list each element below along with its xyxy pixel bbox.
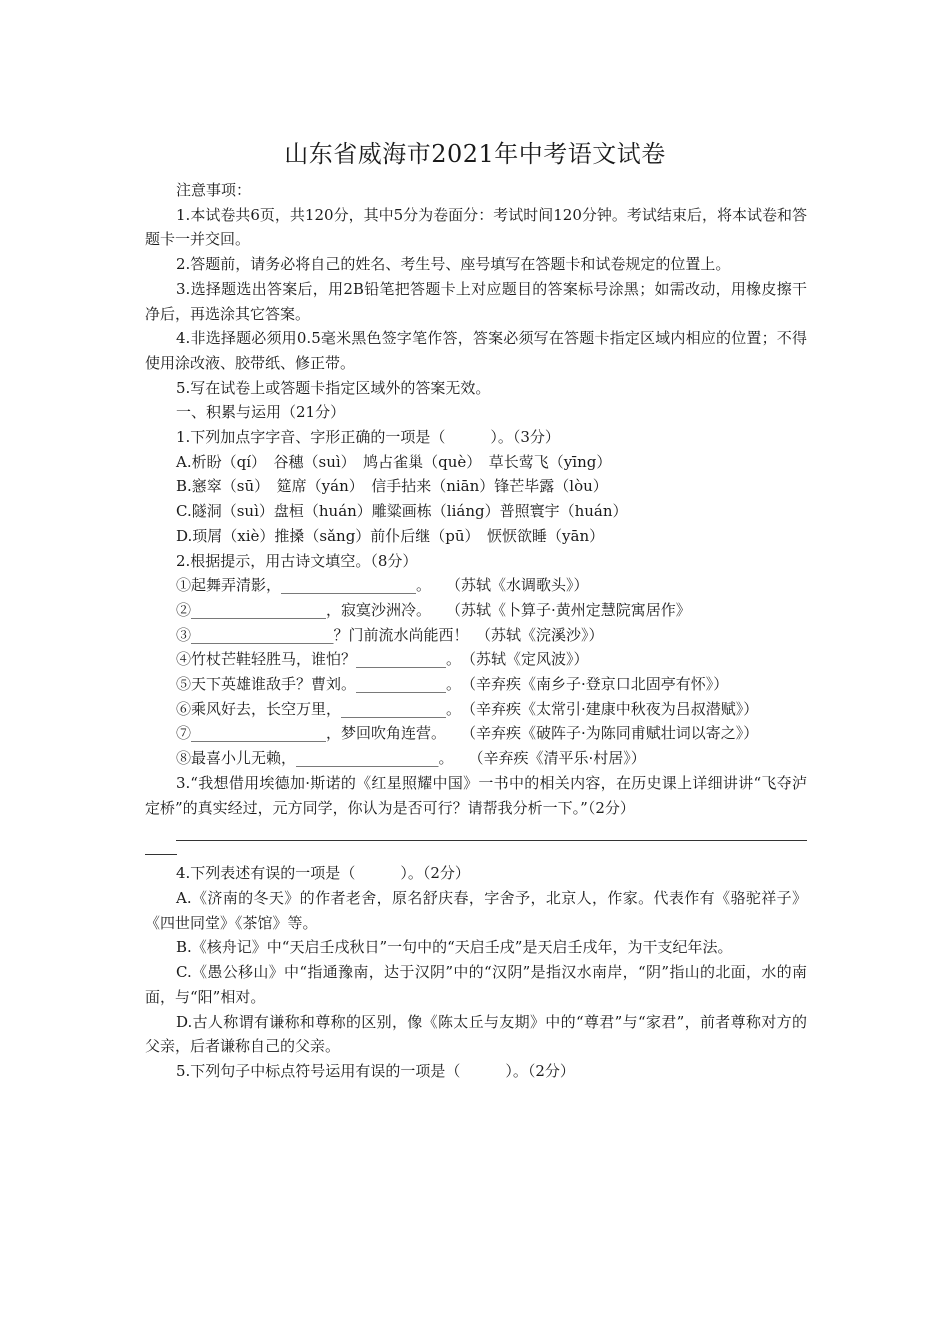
question-1-option-b: B.窸窣（sū） 筵席（yán） 信手拈来（niān）锋芒毕露（lòu） [176,477,608,496]
notice-item-5: 5.写在试卷上或答题卡指定区域外的答案无效。 [176,378,491,397]
poem-fill-4: ④竹杖芒鞋轻胜马，谁怕？____________。 （苏轼《定风波》） [176,650,589,669]
question-1-option-d: D.顼屑（xiè）推搡（sǎng）前仆后继（pū） 恹恹欲睡（yān） [176,526,605,545]
question-5-stem: 5.下列句子中标点符号运用有误的一项是（ ）。（2分） [176,1061,575,1080]
question-2-stem: 2.根据提示，用古诗文填空。（8分） [176,551,418,570]
question-4-option-c: C.《愚公移山》中“指通豫南，达于汉阴”中的“汉阴”是指汉水南岸，“阴”指山的北面，水的南面，与“阳”相对。 [145,963,807,1006]
question-1-option-c: C.隧洞（suì）盘桓（huán）雕粱画栋（liáng）普照寰宇（huán） [176,502,628,521]
question-1-stem: 1.下列加点字字音、字形正确的一项是（ ）。（3分） [176,428,560,447]
exam-content [145,178,807,1084]
poem-fill-5: ⑤天下英雄谁敌手？曹刘。____________。 （辛弃疾《南乡子·登京口北固亭有怀》） [176,675,729,694]
question-3-stem: 3.“我想借用埃德加·斯诺的《红星照耀中国》一书中的相关内容，在历史课上详细讲讲“飞夺泸定桥”的真实经过，元方同学，你认为是否可行？请帮我分析一下。”（2分） [145,773,807,817]
answer-line-tail [145,841,177,855]
notice-item-2: 2.答题前，请务必将自己的姓名、考生号、座号填写在答题卡和试卷规定的位置上。 [176,255,731,274]
poem-fill-1: ①起舞弄清影，__________________。 （苏轼《水调歌头》） [176,576,589,595]
notice-item-4: 4.非选择题必须用0.5毫米黑色签字笔作答，答案必须写在答题卡指定区域内相应的位置；不得使用涂改液、胶带纸、修正带。 [145,329,807,372]
poem-fill-8: ⑧最喜小儿无赖，___________________。 （辛弃疾《清平乐·村居》） [176,749,646,768]
notice-item-1: 1.本试卷共6页，共120分，其中5分为卷面分：考试时间120分钟。考试结束后，将本试卷和答题卡一并交回。 [145,205,807,249]
notice-item-3: 3.选择题选出答案后，用2B铅笔把答题卡上对应题目的答案标号涂黑；如需改动，用橡皮擦干净后，再选涂其它答案。 [145,279,807,323]
question-1-option-a: A.析盼（qí） 谷穗（suì） 鸠占雀巢（què） 草长莺飞（yīng） [176,452,612,471]
answer-line [176,820,807,841]
poem-fill-7: ⑦__________________，梦回吹角连营。 （辛弃疾《破阵子·为陈同甫赋壮词以寄之》） [176,724,759,743]
poem-fill-2: ②__________________，寂寞沙洲冷。 （苏轼《卜算子·黄州定慧院寓居作》 [176,600,691,619]
poem-fill-6: ⑥乘风好去，长空万里，______________。 （辛弃疾《太常引·建康中秋夜为吕叔潜赋》） [176,699,759,718]
question-4-option-a: A.《济南的冬天》的作者老舍，原名舒庆春，字舍予，北京人，作家。代表作有《骆驼祥子》《四世同堂》《茶馆》等。 [145,888,807,932]
section-heading: 一、积累与运用（21分） [176,403,346,422]
poem-fill-3: ③___________________？门前流水尚能西！ （苏轼《浣溪沙》） [176,625,604,644]
question-4-option-d: D.古人称谓有谦称和尊称的区别，像《陈太丘与友期》中的“尊君”与“家君”，前者尊称对方的父亲，后者谦称自己的父亲。 [145,1012,807,1056]
question-4-stem: 4.下列表述有误的一项是（ ）。（2分） [176,864,470,883]
page-title: 山东省威海市2021年中考语文试卷 [284,140,666,168]
notice-heading: 注意事项： [176,181,252,199]
question-4-option-b: B.《核舟记》中“天启壬戌秋日”一句中的“天启壬戌”是天启壬戌年，为干支纪年法。 [176,938,733,957]
